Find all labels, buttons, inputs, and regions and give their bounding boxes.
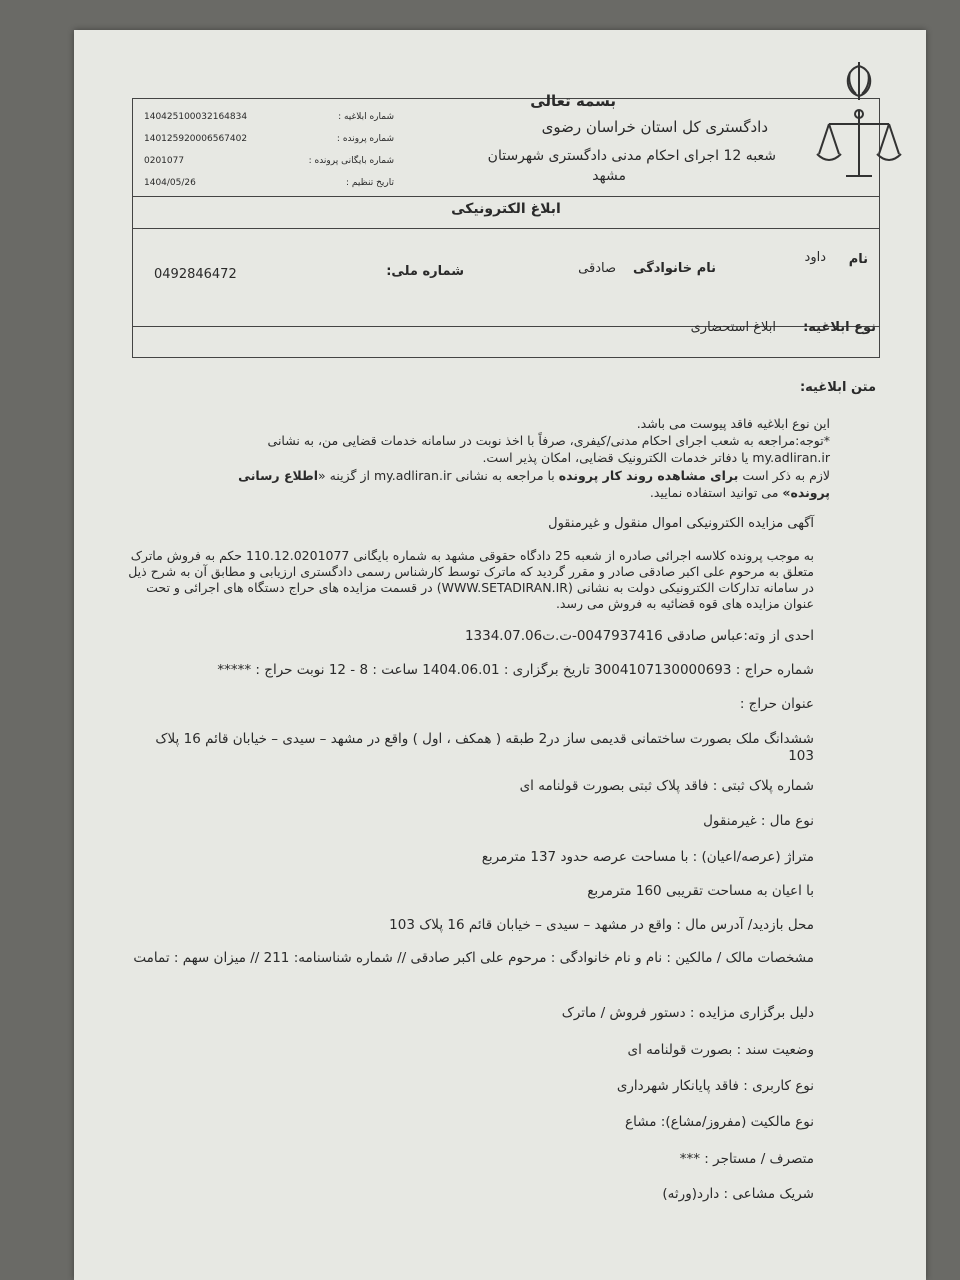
notice-document [74, 30, 926, 1280]
meta-value: 1404/05/26 [144, 178, 196, 188]
meta-label: شماره ابلاغیه : [338, 112, 394, 122]
intro-line-1: این نوع ابلاغیه فاقد پیوست می باشد. [636, 416, 830, 431]
name-label: نام [848, 252, 868, 267]
item-auction-number: شماره حراج : 3004107130000693 تاریخ برگزاری : 1404.06.01 ساعت : 8 - 12 نوبت حراج : ***** [217, 662, 814, 678]
intro-text: می توانید استفاده نمایید. [649, 485, 783, 500]
item-visit-address: محل بازدید/ آدرس مال : واقع در مشهد – سیدی – خیابان قائم 16 پلاک 103 [389, 917, 814, 933]
intro-line-3: my.adliran.ir یا دفاتر خدمات الکترونیک قضایی، امکان پذیر است. [482, 450, 830, 465]
divider [132, 228, 880, 229]
intro-text: با مراجعه به نشانی my.adliran.ir از گزینه « [318, 468, 559, 483]
meta-row-notice-number [144, 112, 394, 130]
meta-row-archive-number [144, 156, 394, 174]
meta-value: 140425100032164834 [144, 112, 248, 122]
intro-line-4 [238, 468, 830, 483]
item-property-type: نوع مال : غیرمنقول [703, 813, 814, 829]
intro-line-5 [650, 485, 830, 500]
notice-type-value: ابلاغ استحضاری [690, 320, 776, 335]
auction-title: آگهی مزایده الکترونیکی اموال منقول و غیرمنقول [548, 516, 814, 531]
item-owner: مشخصات مالک / مالکین : نام و نام خانوادگی : مرحوم علی اکبر صادقی // شماره شناسنامه: 211 // میزان سهم : تمامت [133, 950, 814, 966]
national-id-value: 0492846472 [154, 267, 237, 282]
notice-type-label: نوع ابلاغیه: [803, 320, 876, 335]
family-value: صادقی [578, 261, 616, 276]
intro-text: لازم به ذکر است [738, 468, 830, 483]
auction-body: به موجب پرونده کلاسه اجرائی صادره از شعبه 25 دادگاه حقوقی مشهد به شماره بایگانی 110.12.0201077 حکم به فروش ماترک متعلق به مرحوم علی اکبر صادقی صادر و مقرر گردید که ماترک توسط کارشناس رسمی دادگستری ارزیابی و مطابق آن به شرح ذیل در سامانه تدارکات الکترونیکی دولت به نشانی (WWW.SETADIRAN.IR) در قسمت مزایده های حراج دستگاه های اجرائی و تحت عنوان مزایده های قوه قضائیه به فروش می رسد. [128, 548, 814, 611]
item-land-area: متراژ (عرصه/اعیان) : با مساحت عرصه حدود 137 مترمربع [481, 849, 814, 865]
document-title: ابلاغ الکترونیکی [451, 201, 561, 217]
branch-name: شعبه 12 اجرای احکام مدنی دادگستری شهرستان [487, 148, 776, 164]
item-property-desc: ششدانگ ملک بصورت ساختمانی قدیمی ساز در2 طبقه ( همکف ، اول ) واقع در مشهد – سیدی – خیابان قائم 16 پلاک 103 [155, 731, 814, 764]
item-occupant: متصرف / مستاجر : *** [679, 1151, 814, 1167]
name-value: داود [804, 250, 826, 265]
branch-city: مشهد [592, 168, 626, 184]
family-label: نام خانوادگی [633, 261, 716, 276]
intro-emphasis: اطلاع رسانی [238, 468, 319, 483]
notice-text-label: متن ابلاغیه: [799, 380, 876, 395]
basmala: بسمه تعالی [530, 92, 616, 110]
item-registry-plate: شماره پلاک ثبتی : فاقد پلاک ثبتی بصورت قولنامه ای [519, 778, 814, 794]
meta-value: 0201077 [144, 156, 185, 166]
meta-label: شماره پرونده : [336, 134, 394, 144]
meta-value: 140125920006567402 [144, 134, 248, 144]
iran-emblem-icon [814, 48, 904, 198]
item-co-owner: شریک مشاعی : دارد(ورثه) [662, 1186, 814, 1202]
meta-row-issue-date [144, 178, 394, 196]
intro-emphasis: پرونده» [782, 485, 830, 500]
item-ownership-type: نوع مالکیت (مفروز/مشاع): مشاع [625, 1114, 814, 1130]
item-building-area: با اعیان به مساحت تقریبی 160 مترمربع [587, 883, 814, 899]
meta-row-case-number [144, 134, 394, 152]
divider [132, 196, 880, 197]
national-id-label: شماره ملی: [386, 264, 464, 279]
item-usage-type: نوع کاربری : فاقد پایانکار شهرداری [616, 1078, 814, 1094]
item-heir: احدی از وته:عباس صادقی 0047937416-ت.ت1334.07.06 [464, 628, 814, 644]
meta-label: شماره بایگانی پرونده : [308, 156, 394, 166]
intro-emphasis: برای مشاهده روند کار پرونده [558, 468, 739, 483]
intro-line-2: *توجه:مراجعه به شعب اجرای احکام مدنی/کیفری، صرفاً با اخذ نوبت در سامانه خدمات قضایی من، به نشانی [267, 433, 830, 448]
organization-name: دادگستری کل استان خراسان رضوی [541, 118, 768, 136]
meta-label: تاریخ تنظیم : [346, 178, 394, 188]
item-deed-status: وضعیت سند : بصورت قولنامه ای [627, 1042, 814, 1058]
item-auction-reason: دلیل برگزاری مزایده : دستور فروش / ماترک [561, 1005, 814, 1021]
item-auction-title-label: عنوان حراج : [739, 696, 814, 712]
